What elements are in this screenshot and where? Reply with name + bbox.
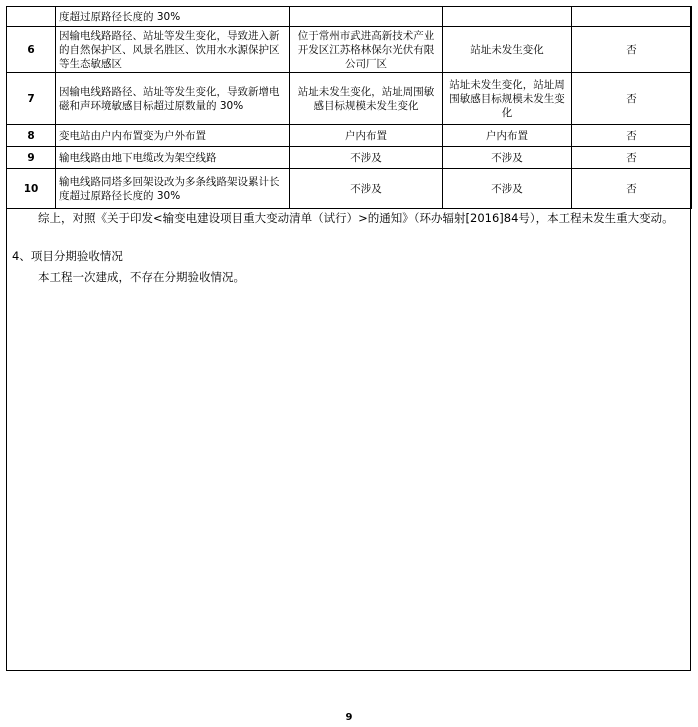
after-status: 不涉及 bbox=[443, 169, 572, 209]
before-status: 位于常州市武进高新技术产业开发区江苏格林保尔光伏有限公司厂区 bbox=[290, 27, 443, 73]
change-description: 因输电线路路径、站址等发生变化，导致进入新的自然保护区、风景名胜区、饮用水水源保护区等生态敏感区 bbox=[56, 27, 290, 73]
row-number: 6 bbox=[7, 27, 56, 73]
before-status: 不涉及 bbox=[290, 169, 443, 209]
change-description: 变电站由户内布置变为户外布置 bbox=[56, 125, 290, 147]
major-change-flag: 否 bbox=[572, 125, 692, 147]
major-change-flag: 否 bbox=[572, 27, 692, 73]
change-description: 输电线路由地下电缆改为架空线路 bbox=[56, 147, 290, 169]
table-row bbox=[7, 125, 692, 147]
row-number: 10 bbox=[7, 169, 56, 209]
table-row bbox=[7, 73, 692, 125]
before-status: 站址未发生变化，站址周围敏感目标规模未发生变化 bbox=[290, 73, 443, 125]
row-number bbox=[7, 7, 56, 27]
table-row bbox=[7, 147, 692, 169]
table-row bbox=[7, 7, 692, 27]
major-change-flag bbox=[572, 7, 692, 27]
before-status bbox=[290, 7, 443, 27]
after-status: 不涉及 bbox=[443, 147, 572, 169]
section-4-heading: 4、项目分期验收情况 bbox=[12, 249, 123, 263]
after-status bbox=[443, 7, 572, 27]
after-status: 户内布置 bbox=[443, 125, 572, 147]
row-number: 7 bbox=[7, 73, 56, 125]
major-change-flag: 否 bbox=[572, 169, 692, 209]
major-change-flag: 否 bbox=[572, 73, 692, 125]
summary-paragraph: 综上，对照《关于印发<输变电建设项目重大变动清单（试行）>的通知》（环办辐射[2016]84号），本工程未发生重大变动。 bbox=[38, 211, 674, 225]
before-status: 户内布置 bbox=[290, 125, 443, 147]
before-status: 不涉及 bbox=[290, 147, 443, 169]
change-description: 因输电线路路径、站址等发生变化，导致新增电磁和声环境敏感目标超过原数量的 30% bbox=[56, 73, 290, 125]
change-description: 输电线路同塔多回架设改为多条线路架设累计长度超过原路径长度的 30% bbox=[56, 169, 290, 209]
table-row bbox=[7, 169, 692, 209]
major-change-flag: 否 bbox=[572, 147, 692, 169]
section-4-paragraph: 本工程一次建成，不存在分期验收情况。 bbox=[38, 270, 245, 284]
after-status: 站址未发生变化，站址周围敏感目标规模未发生变化 bbox=[443, 73, 572, 125]
row-number: 9 bbox=[7, 147, 56, 169]
change-table bbox=[6, 6, 692, 209]
page-number: 9 bbox=[345, 712, 353, 723]
table-row bbox=[7, 27, 692, 73]
row-number: 8 bbox=[7, 125, 56, 147]
after-status: 站址未发生变化 bbox=[443, 27, 572, 73]
change-description: 度超过原路径长度的 30% bbox=[56, 7, 290, 27]
